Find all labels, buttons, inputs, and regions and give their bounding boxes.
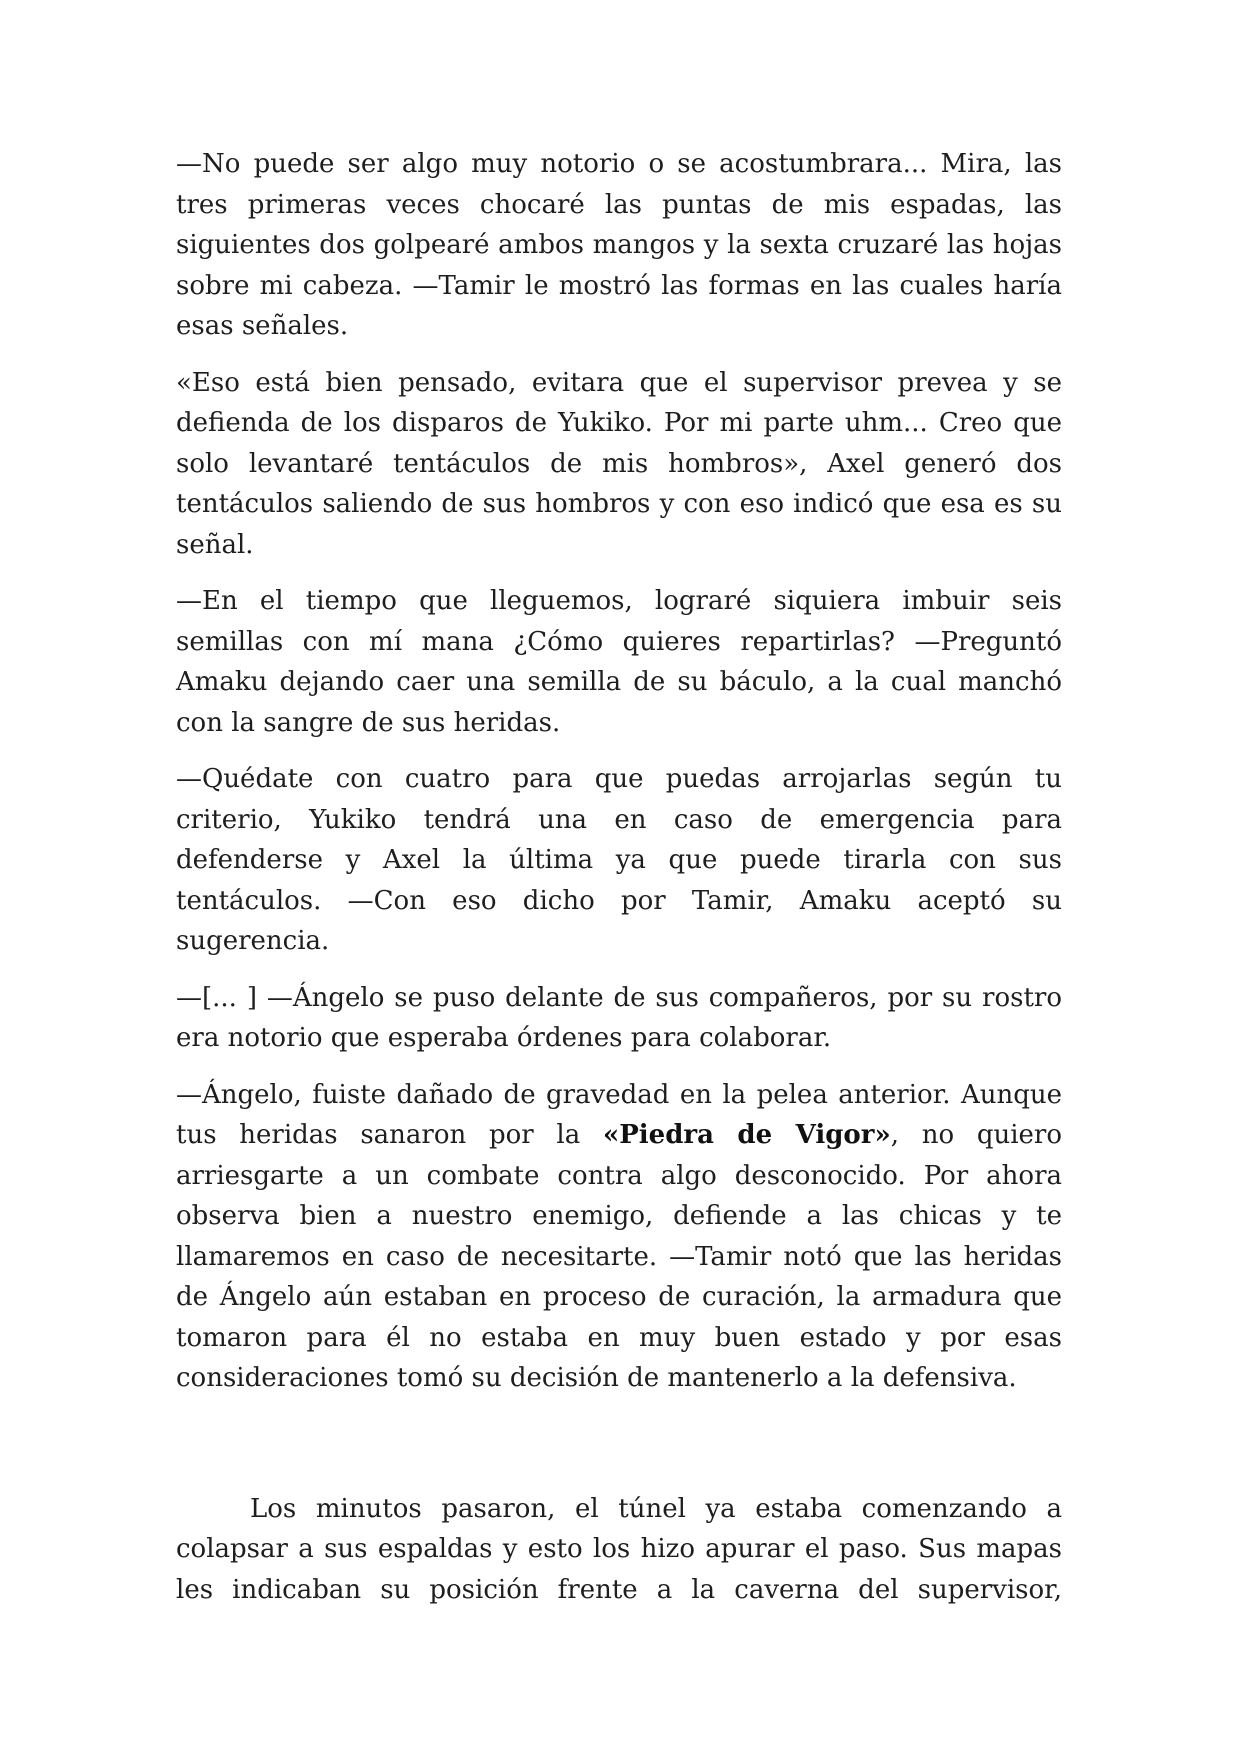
paragraph-tamir-distribution: —Quédate con cuatro para que puedas arrojarlas según tu criterio, Yukiko tendrá una en caso de emergencia para defenderse y Axel la última ya que puede tirarla con sus tentáculos. —Con eso dicho por Tamir, Amaku aceptó su sugerencia. [176,764,1062,956]
paragraph-angelo-waits: —[... ] —Ángelo se puso delante de sus compañeros, por su rostro era notorio que esperaba órdenes para colaborar. [176,982,1062,1053]
body-text [176,144,1062,1626]
paragraph-angelo-orders-after: , no quiero arriesgarte a un combate contra algo desconocido. Por ahora observa bien a nuestro enemigo, defiende a las chicas y te llamaremos en caso de necesitarte. —Tamir notó que las heridas de Ángelo aún estaban en proceso de curación, la armadura que tomaron para él no estaba en muy buen estado y por esas consideraciones tomó su decisión de mantenerlo a la defensiva. [176,1120,1062,1393]
paragraph-tamir-signals: —No puede ser algo muy notorio o se acostumbrara... Mira, las tres primeras veces chocaré las puntas de mis espadas, las siguientes dos golpearé ambos mangos y la sexta cruzaré las hojas sobre mi cabeza. —Tamir le mostró las formas en las cuales haría esas señales. [176,149,1062,341]
scene-break [176,1415,1062,1489]
paragraph-minutes-passed: Los minutos pasaron, el túnel ya estaba comenzando a colapsar a sus espaldas y esto los hizo apurar el paso. Sus mapas les indicaban su posición frente a la caverna del supervisor, [176,1493,1062,1605]
item-name-piedra-de-vigor: «Piedra de Vigor» [602,1120,891,1150]
paragraph-angelo-orders [176,1075,1062,1399]
paragraph-angelo-orders-before: —Ángelo, fuiste dañado de gravedad en la pelea anterior. Aunque tus heridas sanaron por la [176,1079,1062,1150]
paragraph-amaku-seeds: —En el tiempo que lleguemos, lograré siquiera imbuir seis semillas con mí mana ¿Cómo quieres repartirlas? —Preguntó Amaku dejando caer una semilla de su báculo, a la cual manchó con la sangre de sus heridas. [176,586,1062,738]
paragraph-axel-signal: «Eso está bien pensado, evitara que el supervisor prevea y se defienda de los disparos de Yukiko. Por mi parte uhm... Creo que solo levantaré tentáculos de mis hombros», Axel generó dos tentáculos saliendo de sus hombros y con eso indicó que esa es su señal. [176,367,1062,560]
